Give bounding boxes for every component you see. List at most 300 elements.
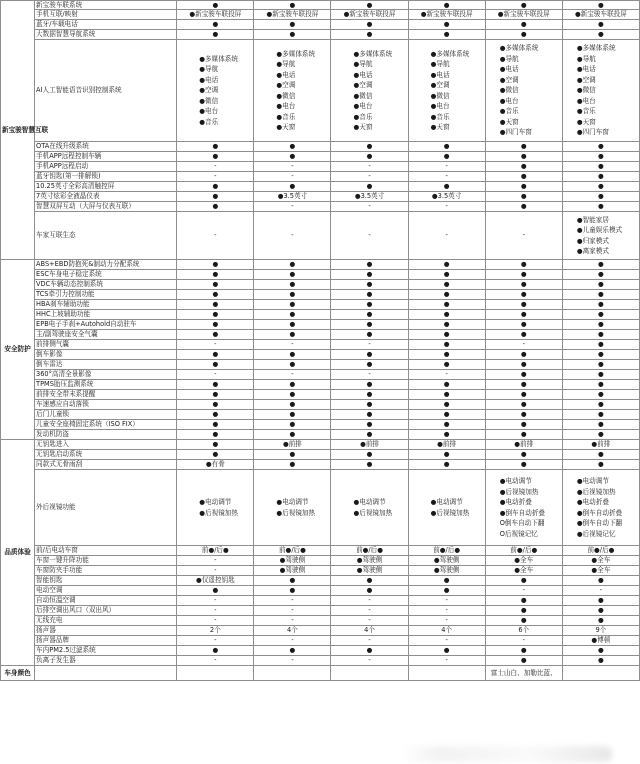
trim-value-cell xyxy=(408,666,485,681)
trim-value-cell: ● xyxy=(331,1,408,10)
trim-value-cell: ● xyxy=(331,420,408,430)
table-row xyxy=(1,202,640,212)
trim-value-cell: ● xyxy=(177,1,254,10)
table-row xyxy=(1,172,640,182)
trim-value-cell: ●前排 xyxy=(562,440,639,450)
feature-option: ●电动折叠 xyxy=(499,498,532,506)
trim-value-cell: ● xyxy=(254,410,331,420)
feature-label: AI人工智能语音识别控制系统 xyxy=(35,40,177,142)
trim-value-cell: ● xyxy=(254,1,331,10)
trim-value-cell: ● xyxy=(562,400,639,410)
trim-value-cell: ●驾驶侧 xyxy=(254,556,331,566)
trim-value-cell: ● xyxy=(177,440,254,450)
trim-value-cell: ● xyxy=(254,390,331,400)
trim-value-cell: ● xyxy=(485,30,562,40)
trim-value-cell: ● xyxy=(331,330,408,340)
feature-label: 发动机防盗 xyxy=(35,430,177,440)
feature-option: ●微信 xyxy=(276,91,296,100)
feature-option: ●归家模式 xyxy=(576,236,609,245)
feature-label: ESC车身电子稳定系统 xyxy=(35,270,177,280)
trim-value-cell: - xyxy=(331,172,408,182)
feature-label: 前排侧气囊 xyxy=(35,340,177,350)
trim-value-cell: 6个 xyxy=(485,626,562,636)
trim-value-cell: ● xyxy=(177,330,254,340)
trim-value-cell: ● xyxy=(485,350,562,360)
trim-value-cell: ● xyxy=(485,300,562,310)
trim-value-cell: - xyxy=(408,606,485,616)
trim-value-cell: ●新宝骏车联投屏 xyxy=(177,10,254,20)
table-row xyxy=(1,310,640,320)
feature-label: 儿童安全座椅固定系统（ISO FIX） xyxy=(35,420,177,430)
trim-value-cell: ● xyxy=(562,260,639,270)
trim-value-cell: ● xyxy=(408,340,485,350)
trim-value-cell: ● xyxy=(562,202,639,212)
feature-label: 电动空调 xyxy=(35,586,177,596)
table-row xyxy=(1,162,640,172)
trim-value-cell: - xyxy=(177,340,254,350)
table-row xyxy=(1,556,640,566)
trim-value-cell: - xyxy=(177,656,254,666)
trim-value-cell: ● xyxy=(485,390,562,400)
trim-value-cell: - xyxy=(331,606,408,616)
feature-label: 智能钥匙 xyxy=(35,576,177,586)
trim-value-cell: ●前排 xyxy=(254,440,331,450)
trim-value-cell: ● xyxy=(331,360,408,370)
trim-value-cell: ●驾驶侧 xyxy=(408,556,485,566)
feature-label: 智慧双屏互动（大屏与仪表互联） xyxy=(35,202,177,212)
trim-value-cell: 前●/后● xyxy=(177,546,254,556)
trim-value-cell: - xyxy=(331,340,408,350)
feature-label: 蓝牙钥匙(第一排解锁) xyxy=(35,172,177,182)
trim-value-cell: ● xyxy=(254,350,331,360)
trim-value-cell: 4个 xyxy=(331,626,408,636)
trim-value-cell: ●仅遥控钥匙 xyxy=(177,576,254,586)
trim-value-cell: ● xyxy=(485,450,562,460)
feature-option: ●后视镜加热 xyxy=(276,508,316,517)
feature-option: ●天窗 xyxy=(430,123,450,131)
blurred-watermark xyxy=(402,746,612,762)
trim-value-cell: ● xyxy=(331,20,408,30)
trim-value-cell: ● xyxy=(562,270,639,280)
trim-value-cell: - xyxy=(562,586,639,596)
trim-value-cell: ● xyxy=(254,142,331,152)
trim-value-cell: ● xyxy=(485,656,562,666)
trim-value-cell: - xyxy=(254,162,331,172)
trim-value-cell: ● xyxy=(254,270,331,280)
trim-value-cell: ● xyxy=(177,320,254,330)
table-row xyxy=(1,606,640,616)
trim-value-cell: 前●/后● xyxy=(562,546,639,556)
trim-value-cell: ● xyxy=(485,430,562,440)
trim-value-cell: ● xyxy=(331,280,408,290)
trim-value-cell: ● xyxy=(562,1,639,10)
trim-value-cell: ● xyxy=(177,360,254,370)
trim-value-cell: - xyxy=(254,606,331,616)
trim-value-cell xyxy=(331,666,408,681)
feature-label: 倒车雷达 xyxy=(35,360,177,370)
feature-option: ●倒车自动下翻 xyxy=(576,519,623,527)
table-row xyxy=(1,586,640,596)
feature-option: ●多媒体系统 xyxy=(430,49,470,58)
trim-value-cell: ● xyxy=(177,182,254,192)
trim-value-cell: ● xyxy=(177,586,254,596)
feature-option: ●空调 xyxy=(430,81,450,89)
trim-value-cell xyxy=(408,40,485,142)
table-row xyxy=(1,330,640,340)
trim-value-cell: ● xyxy=(408,430,485,440)
trim-value-cell: ● xyxy=(331,350,408,360)
table-row xyxy=(1,460,640,470)
feature-option: ●四门车窗 xyxy=(576,128,609,137)
trim-value-cell xyxy=(254,470,331,546)
trim-value-cell xyxy=(177,666,254,681)
trim-value-cell: ●新宝骏车联投屏 xyxy=(485,10,562,20)
trim-value-cell: ● xyxy=(408,390,485,400)
trim-value-cell: ● xyxy=(562,360,639,370)
table-row xyxy=(1,410,640,420)
trim-value-cell: - xyxy=(331,596,408,606)
trim-value-cell: ●新宝骏车联投屏 xyxy=(331,10,408,20)
trim-value-cell: - xyxy=(177,172,254,182)
feature-label: 负离子发生器 xyxy=(35,656,177,666)
trim-value-cell: ●前排 xyxy=(331,440,408,450)
trim-value-cell: ● xyxy=(485,202,562,212)
trim-value-cell xyxy=(562,212,639,260)
trim-value-cell xyxy=(331,40,408,142)
trim-value-cell: - xyxy=(408,212,485,260)
trim-value-cell: ● xyxy=(177,410,254,420)
trim-value-cell: - xyxy=(331,212,408,260)
trim-value-cell: - xyxy=(331,162,408,172)
trim-value-cell: ● xyxy=(254,380,331,390)
trim-value-cell: ● xyxy=(177,280,254,290)
trim-value-cell: ●全车 xyxy=(562,556,639,566)
trim-value-cell: - xyxy=(177,596,254,606)
table-row xyxy=(1,20,640,30)
trim-value-cell: ● xyxy=(485,400,562,410)
trim-value-cell: 4个 xyxy=(408,626,485,636)
feature-label: 手机互联/映射 xyxy=(35,10,177,20)
feature-option: ●音乐 xyxy=(199,117,219,126)
table-row xyxy=(1,370,640,380)
trim-value-cell: 前●/后● xyxy=(485,546,562,556)
feature-label: TPMS胎压监测系统 xyxy=(35,380,177,390)
feature-label: 前/后电动车窗 xyxy=(35,546,177,556)
trim-value-cell: ● xyxy=(562,152,639,162)
trim-value-cell: ● xyxy=(485,172,562,182)
feature-label: 后门儿童锁 xyxy=(35,410,177,420)
table-row xyxy=(1,440,640,450)
trim-value-cell: - xyxy=(177,162,254,172)
feature-option: ●多媒体系统 xyxy=(499,44,539,53)
table-row xyxy=(1,10,640,20)
trim-value-cell: - xyxy=(177,370,254,380)
trim-value-cell: ● xyxy=(485,142,562,152)
table-row xyxy=(1,350,640,360)
table-row xyxy=(1,616,640,626)
trim-value-cell: ● xyxy=(408,646,485,656)
trim-value-cell: ● xyxy=(331,30,408,40)
trim-value-cell: ●博顿 xyxy=(562,636,639,646)
feature-label: 无线充电 xyxy=(35,616,177,626)
trim-value-cell: - xyxy=(408,596,485,606)
trim-value-cell: ● xyxy=(177,192,254,202)
trim-value-cell: ● xyxy=(254,280,331,290)
trim-value-cell: 前●/后● xyxy=(408,546,485,556)
trim-value-cell: ● xyxy=(408,300,485,310)
trim-value-cell: ● xyxy=(408,450,485,460)
trim-value-cell: ● xyxy=(177,290,254,300)
trim-value-cell: ● xyxy=(177,350,254,360)
trim-value-cell: ● xyxy=(331,270,408,280)
trim-value-cell: ● xyxy=(485,606,562,616)
trim-value-cell: ● xyxy=(485,370,562,380)
feature-label: OTA在线升级系统 xyxy=(35,142,177,152)
trim-value-cell xyxy=(485,470,562,546)
feature-label: 大数据智慧导航系统 xyxy=(35,30,177,40)
trim-value-cell: - xyxy=(331,636,408,646)
feature-option: ●空调 xyxy=(199,86,219,95)
trim-value-cell: - xyxy=(254,616,331,626)
feature-option: ●倒车自动折叠 xyxy=(499,508,546,517)
trim-value-cell: ● xyxy=(331,380,408,390)
table-row xyxy=(1,1,640,10)
trim-value-cell: ● xyxy=(408,400,485,410)
trim-value-cell: ● xyxy=(562,460,639,470)
trim-value-cell: ● xyxy=(485,616,562,626)
feature-option: ●电台 xyxy=(430,102,450,110)
trim-value-cell: ● xyxy=(562,30,639,40)
trim-value-cell: ● xyxy=(177,270,254,280)
trim-value-cell: ● xyxy=(408,280,485,290)
trim-value-cell: 2个 xyxy=(177,626,254,636)
feature-option: ●电话 xyxy=(430,70,450,79)
trim-value-cell xyxy=(177,40,254,142)
feature-option: ●多媒体系统 xyxy=(276,49,316,58)
feature-option: ●电台 xyxy=(353,102,373,110)
feature-option: ●电台 xyxy=(576,96,596,105)
feature-option: O后视镜记忆 xyxy=(499,529,538,538)
trim-value-cell: ● xyxy=(562,320,639,330)
trim-value-cell: ● xyxy=(562,656,639,666)
trim-value-cell xyxy=(177,470,254,546)
trim-value-cell: ● xyxy=(331,320,408,330)
feature-label: 蓝牙/车载电话 xyxy=(35,20,177,30)
trim-value-cell: ● xyxy=(562,142,639,152)
table-row xyxy=(1,470,640,546)
feature-label: TCS牵引力控制功能 xyxy=(35,290,177,300)
feature-label: 倒车影像 xyxy=(35,350,177,360)
feature-option: ●后视镜记忆 xyxy=(576,529,616,538)
trim-value-cell: - xyxy=(408,172,485,182)
trim-value-cell: ● xyxy=(254,320,331,330)
trim-value-cell: ●新宝骏车联投屏 xyxy=(562,10,639,20)
feature-label: 同款式无骨雨刮 xyxy=(35,460,177,470)
feature-option: ●空调 xyxy=(353,81,373,89)
trim-value-cell: ● xyxy=(562,182,639,192)
feature-option: ●多媒体系统 xyxy=(199,54,238,63)
trim-value-cell: ● xyxy=(331,586,408,596)
trim-value-cell: ● xyxy=(562,162,639,172)
feature-option: ●天窗 xyxy=(576,117,596,126)
feature-option: ●电动调节 xyxy=(353,498,386,506)
table-row xyxy=(1,646,640,656)
trim-value-cell: ● xyxy=(485,290,562,300)
trim-value-cell: ● xyxy=(408,586,485,596)
feature-option: ●微信 xyxy=(430,91,450,100)
table-row xyxy=(1,430,640,440)
feature-label: 外后视镜功能 xyxy=(35,470,177,546)
trim-value-cell: ● xyxy=(562,576,639,586)
trim-value-cell: - xyxy=(408,202,485,212)
table-row xyxy=(1,152,640,162)
trim-value-cell: ● xyxy=(177,420,254,430)
feature-option: ●电话 xyxy=(276,70,296,79)
trim-value-cell: - xyxy=(408,162,485,172)
feature-option: ●电动调节 xyxy=(199,498,232,506)
table-row xyxy=(1,420,640,430)
trim-value-cell: ● xyxy=(177,300,254,310)
trim-value-cell xyxy=(254,666,331,681)
table-row xyxy=(1,300,640,310)
feature-option: ●微信 xyxy=(499,86,519,95)
table-row xyxy=(1,40,640,142)
table-row xyxy=(1,636,640,646)
trim-value-cell: ● xyxy=(485,192,562,202)
trim-value-cell: ● xyxy=(562,646,639,656)
feature-label: 车速感应自动落锁 xyxy=(35,400,177,410)
trim-value-cell: ● xyxy=(408,182,485,192)
trim-value-cell: ● xyxy=(254,646,331,656)
trim-value-cell: ● xyxy=(562,192,639,202)
trim-value-cell: ● xyxy=(562,370,639,380)
feature-label: 无钥匙进入 xyxy=(35,440,177,450)
trim-value-cell: ● xyxy=(254,450,331,460)
trim-value-cell: ● xyxy=(562,20,639,30)
feature-label: 前排安全带未系提醒 xyxy=(35,390,177,400)
feature-option: ●导航 xyxy=(353,60,373,68)
table-row xyxy=(1,566,640,576)
trim-value-cell: - xyxy=(408,636,485,646)
table-row xyxy=(1,546,640,556)
trim-value-cell: - xyxy=(254,656,331,666)
feature-option: ●音乐 xyxy=(499,107,519,116)
feature-option: ●离家模式 xyxy=(576,247,609,255)
feature-option: ●电动调节 xyxy=(276,498,309,506)
trim-value-cell: ● xyxy=(485,152,562,162)
table-row xyxy=(1,270,640,280)
feature-option: ●电话 xyxy=(499,65,519,74)
feature-option: ●后视镜加热 xyxy=(499,487,539,496)
trim-value-cell: ● xyxy=(408,290,485,300)
feature-option: ●四门车窗 xyxy=(499,128,532,137)
trim-value-cell: ● xyxy=(177,390,254,400)
trim-value-cell: ● xyxy=(562,380,639,390)
trim-value-cell: ● xyxy=(485,1,562,10)
trim-value-cell: - xyxy=(485,212,562,260)
trim-value-cell: ● xyxy=(485,646,562,656)
feature-option: ●空调 xyxy=(276,81,296,89)
trim-value-cell: ● xyxy=(408,360,485,370)
trim-value-cell: ● xyxy=(254,420,331,430)
trim-value-cell: - xyxy=(485,340,562,350)
trim-value-cell: - xyxy=(177,556,254,566)
category-cell: 品质体验 xyxy=(1,440,35,666)
feature-option: ●多媒体系统 xyxy=(576,44,616,53)
trim-value-cell: ● xyxy=(562,280,639,290)
feature-option: ●微信 xyxy=(576,86,596,95)
trim-value-cell xyxy=(408,470,485,546)
trim-value-cell: ●驾驶侧 xyxy=(254,566,331,576)
trim-value-cell: 前●/后● xyxy=(254,546,331,556)
trim-value-cell: - xyxy=(254,340,331,350)
trim-value-cell: ● xyxy=(485,460,562,470)
feature-option: ●电台 xyxy=(499,96,519,105)
feature-option: ●空调 xyxy=(576,75,596,84)
trim-value-cell: ● xyxy=(408,310,485,320)
trim-value-cell: ● xyxy=(254,310,331,320)
feature-option: ●电动调节 xyxy=(576,477,609,485)
trim-value-cell: ● xyxy=(177,450,254,460)
trim-value-cell: ● xyxy=(254,576,331,586)
trim-value-cell: ● xyxy=(485,576,562,586)
feature-label: 车内PM2.5过滤系统 xyxy=(35,646,177,656)
trim-value-cell: ● xyxy=(485,360,562,370)
feature-option: ●天窗 xyxy=(499,117,519,126)
table-row xyxy=(1,320,640,330)
table-row xyxy=(1,182,640,192)
trim-value-cell: ● xyxy=(331,400,408,410)
trim-value-cell: ● xyxy=(485,380,562,390)
table-row xyxy=(1,142,640,152)
table-row xyxy=(1,192,640,202)
feature-option: ●电动调节 xyxy=(430,498,463,506)
table-row xyxy=(1,290,640,300)
trim-value-cell: ●全车 xyxy=(562,566,639,576)
trim-value-cell: ● xyxy=(408,1,485,10)
trim-value-cell: - xyxy=(254,370,331,380)
trim-value-cell: ● xyxy=(331,390,408,400)
trim-value-cell: ● xyxy=(331,430,408,440)
category-cell: 安全防护 xyxy=(1,260,35,440)
trim-value-cell: ● xyxy=(562,390,639,400)
trim-value-cell: ● xyxy=(177,30,254,40)
feature-label: 360°高清全景影像 xyxy=(35,370,177,380)
trim-value-cell: ● xyxy=(562,172,639,182)
feature-label: EPB电子手刹+Autohold自动驻车 xyxy=(35,320,177,330)
trim-value-cell: ● xyxy=(562,300,639,310)
trim-value-cell: ● xyxy=(331,152,408,162)
feature-label: 主/副驾驶座安全气囊 xyxy=(35,330,177,340)
table-row xyxy=(1,212,640,260)
feature-option: ●电台 xyxy=(199,107,219,116)
trim-value-cell xyxy=(562,40,639,142)
trim-value-cell: 富士山白、加勒比蓝、 xyxy=(485,666,562,681)
trim-value-cell: ● xyxy=(254,460,331,470)
feature-option: ●导航 xyxy=(199,65,219,74)
trim-value-cell: - xyxy=(408,616,485,626)
trim-value-cell: ● xyxy=(485,20,562,30)
trim-value-cell: - xyxy=(254,212,331,260)
feature-option: ●导航 xyxy=(576,54,596,63)
trim-value-cell: 前●/后● xyxy=(331,546,408,556)
feature-option: ●后视镜加热 xyxy=(430,508,470,517)
trim-value-cell: ● xyxy=(562,450,639,460)
feature-option: ●倒车自动折叠 xyxy=(576,508,623,517)
trim-value-cell: ● xyxy=(408,380,485,390)
trim-value-cell: ● xyxy=(408,350,485,360)
trim-value-cell: ● xyxy=(485,410,562,420)
